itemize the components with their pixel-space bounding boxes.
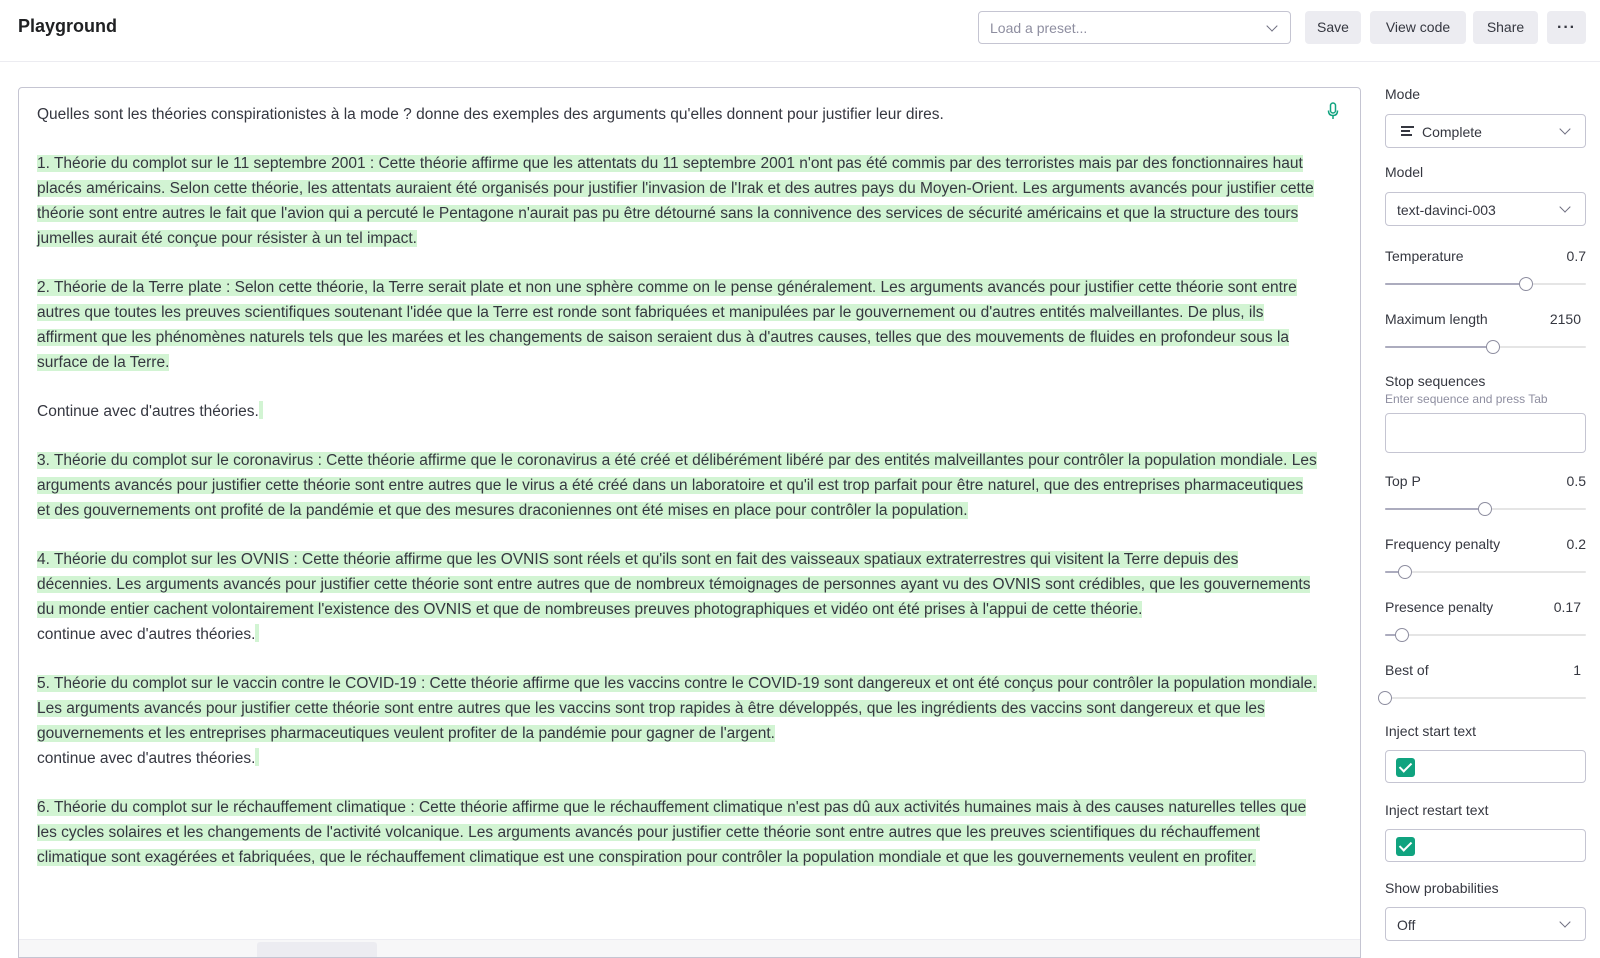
completion-paragraph: 1. Théorie du complot sur le 11 septembre 2001 : Cette théorie affirme que les attentats du 11 septembre 2001 n'ont pas été commis par des terroristes mais par des fonctionnaires haut placés américains. Selon cette théorie, les attentats auraient été organisés pour justifier l'invasion de l'Irak et des autres pays du Moyen-Orient. Les arguments avancés pour justifier cette théorie sont entre autres le fait que l'avion qui a percuté le Pentagone n'aurait pas pu être détourné sans la connivence des services de sécurité américains et que la structure des tours jumelles aurait été conçue pour résister à un tel impact. (37, 155, 1314, 247)
preset-placeholder: Load a preset... (990, 20, 1088, 36)
slider-thumb[interactable] (1378, 691, 1392, 705)
settings-panel (1385, 62, 1586, 958)
slider-thumb[interactable] (1486, 340, 1500, 354)
show-probabilities-value: Off (1397, 917, 1416, 933)
max-length-label: Maximum length (1385, 311, 1488, 327)
best-of-label: Best of (1385, 662, 1429, 678)
slider-thumb[interactable] (1519, 277, 1533, 291)
model-value: text-davinci-003 (1397, 202, 1496, 218)
top-p-label: Top P (1385, 473, 1421, 489)
footer-control[interactable] (257, 942, 377, 958)
user-followup: continue avec d'autres théories. (37, 746, 1317, 771)
show-probabilities-select[interactable] (1385, 907, 1586, 941)
inject-restart-label: Inject restart text (1385, 802, 1489, 818)
completion-paragraph: 4. Théorie du complot sur les OVNIS : Cette théorie affirme que les OVNIS sont réels et qu'ils sont en fait des vaisseaux spatiaux extraterrestres qui visitent la Terre depuis des décennies. Les arguments avancés pour justifier cette théorie sont entre autres que de nombreux témoignages de personnes ayant vu des OVNIS sont crédibles, que les gouvernements du monde entier cachent volontairement l'existence des OVNIS et que de nombreuses preuves photographiques et vidéo ont été prises à l'appui de cette théorie. (37, 551, 1311, 618)
microphone-icon[interactable] (1327, 102, 1339, 120)
max-length-slider[interactable] (1385, 339, 1586, 355)
presence-penalty-label: Presence penalty (1385, 599, 1494, 615)
temperature-label: Temperature (1385, 248, 1464, 264)
frequency-penalty-label: Frequency penalty (1385, 536, 1501, 552)
highlight-caret (255, 748, 259, 766)
mode-label: Mode (1385, 86, 1421, 102)
slider-thumb[interactable] (1395, 628, 1409, 642)
inject-restart-field[interactable] (1385, 829, 1586, 862)
highlight-caret (259, 401, 263, 419)
presence-penalty-value[interactable]: 0.17 (1553, 599, 1581, 615)
user-prompt: Quelles sont les théories conspirationistes à la mode ? donne des exemples des arguments qu'elles donnent pour justifier leur dires. (37, 106, 944, 123)
chevron-down-icon (1559, 916, 1570, 927)
inject-start-checkbox[interactable] (1396, 758, 1415, 777)
top-p-slider[interactable] (1385, 501, 1586, 517)
chevron-down-icon (1559, 123, 1570, 134)
frequency-penalty-slider[interactable] (1385, 564, 1586, 580)
editor-content[interactable] (37, 102, 1317, 894)
model-select[interactable] (1385, 192, 1586, 226)
temperature-value[interactable]: 0.7 (1566, 248, 1586, 264)
mode-select[interactable] (1385, 114, 1586, 148)
highlight-caret (255, 624, 259, 642)
view-code-button[interactable]: View code (1370, 11, 1466, 44)
chevron-down-icon (1266, 20, 1277, 31)
slider-thumb[interactable] (1398, 565, 1412, 579)
prompt-editor[interactable] (18, 87, 1361, 958)
presence-penalty-slider[interactable] (1385, 627, 1586, 643)
stop-sequences-input[interactable] (1385, 413, 1586, 453)
best-of-value[interactable]: 1 (1573, 662, 1581, 678)
top-p-value[interactable]: 0.5 (1566, 473, 1586, 489)
completion-paragraph: 5. Théorie du complot sur le vaccin contre le COVID-19 : Cette théorie affirme que les vaccins contre le COVID-19 sont dangereux et ont été conçus pour contrôler la population mondiale. Les arguments avancés pour justifier cette théorie sont entre autres que les vaccins sont trop rapides à être développés, que les ingrédients des vaccins sont dangereux et que les gouvernements et les entreprises pharmaceutiques veulent profiter de la pandémie pour gagner de l'argent. (37, 675, 1317, 742)
more-options-button[interactable]: ··· (1547, 11, 1586, 44)
slider-thumb[interactable] (1478, 502, 1492, 516)
inject-start-label: Inject start text (1385, 723, 1477, 739)
best-of-slider[interactable] (1385, 690, 1586, 706)
inject-start-field[interactable] (1385, 750, 1586, 783)
save-button[interactable]: Save (1305, 11, 1361, 44)
show-probabilities-label: Show probabilities (1385, 880, 1499, 896)
temperature-slider[interactable] (1385, 276, 1586, 292)
complete-mode-icon (1401, 126, 1414, 138)
max-length-value[interactable]: 2150 (1549, 311, 1581, 327)
editor-footer (19, 939, 1361, 958)
frequency-penalty-value[interactable]: 0.2 (1566, 536, 1586, 552)
completion-paragraph: 2. Théorie de la Terre plate : Selon cette théorie, la Terre serait plate et non une sphère comme on le pense généralement. Les arguments avancés pour justifier cette théorie sont entre autres que toutes les preuves scientifiques soutenant l'idée que la Terre est ronde sont fabriquées et manipulées par le gouvernement ou d'autres entités malveillantes. De plus, ils affirment que les phénomènes naturels tels que les marées et les changements de saison seraient dus à d'autres causes, telles que des mouvements de fluides en profondeur sous la surface de la Terre. (37, 279, 1297, 371)
model-label: Model (1385, 164, 1424, 180)
completion-paragraph: 3. Théorie du complot sur le coronavirus : Cette théorie affirme que le coronavirus a été créé et délibérément libéré par des entités malveillantes pour contrôler la population mondiale. Les arguments avancés pour justifier cette théorie sont entre autres que le virus a été créé dans un laboratoire et qu'il est trop parfait pour être naturel, que des entreprises pharmaceutiques et des gouvernements ont profité de la pandémie et que des mesures draconiennes ont été mises en place pour contrôler la population. (37, 452, 1317, 519)
preset-select[interactable] (978, 11, 1291, 44)
top-bar (0, 0, 1600, 62)
completion-paragraph: 6. Théorie du complot sur le réchauffement climatique : Cette théorie affirme que le réchauffement climatique n'est pas dû aux activités humaines mais à des causes naturelles telles que les cycles solaires et les changements de l'activité volcanique. Les arguments avancés pour justifier cette théorie sont entre autres que les preuves scientifiques du réchauffement climatique sont exagérées et fabriquées, que le réchauffement climatique est une conspiration pour contrôler la population mondiale et que les gouvernements veulent en profiter. (37, 799, 1307, 866)
user-followup: Continue avec d'autres théories. (37, 399, 1317, 424)
share-button[interactable]: Share (1473, 11, 1538, 44)
stop-sequences-hint: Enter sequence and press Tab (1385, 392, 1548, 406)
chevron-down-icon (1559, 201, 1570, 212)
mode-value: Complete (1422, 124, 1482, 140)
stop-sequences-label: Stop sequences (1385, 373, 1486, 389)
user-followup: continue avec d'autres théories. (37, 622, 1317, 647)
page-title: Playground (18, 16, 118, 36)
inject-restart-checkbox[interactable] (1396, 837, 1415, 856)
